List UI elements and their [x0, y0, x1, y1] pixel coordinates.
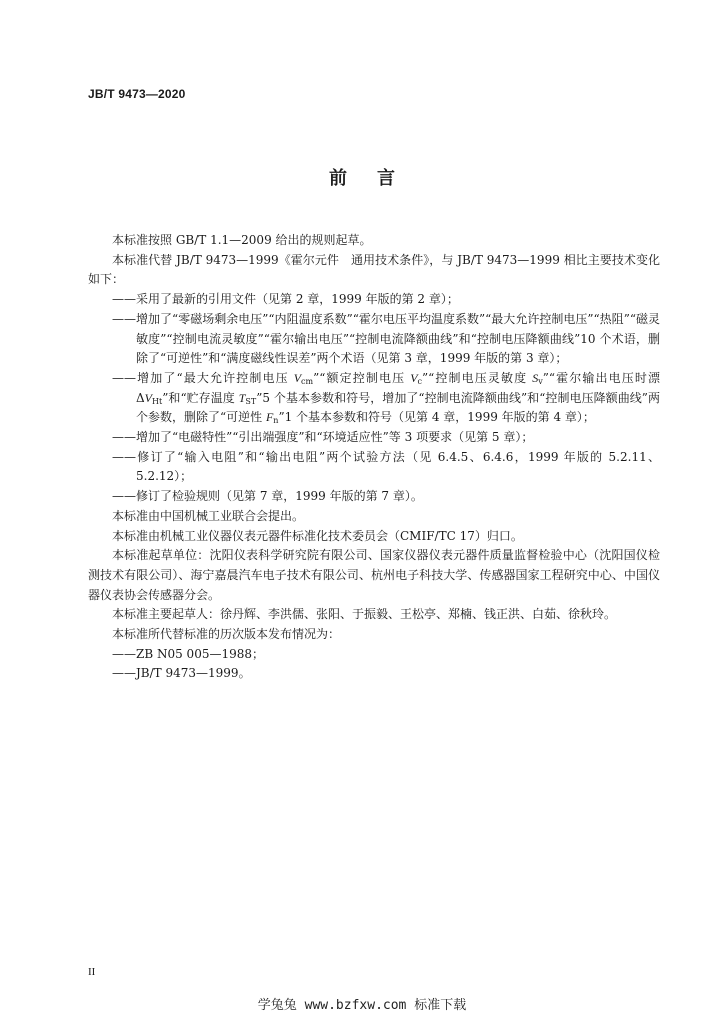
change-item-inspection-rules: ——修订了检验规则（见第 7 章，1999 年版的第 7 章）。 [112, 489, 423, 504]
page-title [0, 164, 724, 190]
standard-code: JB/T 9473—2020 [88, 87, 186, 101]
title-char-2: 言 [377, 168, 395, 189]
title-char-1: 前 [329, 168, 347, 189]
paragraph-drafting-rules: 本标准按照 GB/T 1.1—2009 给出的规则起草。 [112, 233, 372, 247]
change-item-requirements: ——增加了“电磁特性”“引出端强度”和“环境适应性”等 3 项要求（见第 5 章）； [112, 430, 534, 445]
paragraph-committee: 本标准由机械工业仪器仪表元器件标准化技术委员会（CMIF/TC 17）归口。 [112, 528, 523, 543]
paragraph-replacement: 本标准代替 JB/T 9473—1999《霍尔元件 通用技术条件》，与 JB/T 9473—1999 相比主要技术变化如下： [88, 252, 660, 287]
history-item-1999: ——JB/T 9473—1999。 [112, 666, 251, 681]
paragraph-history-intro: 本标准所代替标准的历次版本发布情况为： [112, 627, 341, 642]
change-item-references: ——采用了最新的引用文件（见第 2 章，1999 年版的第 2 章）； [112, 292, 459, 307]
history-item-1988: ——ZB N05 005—1988； [112, 646, 264, 661]
paragraph-drafters: 本标准主要起草人：徐丹辉、李洪儒、张阳、于振毅、王松亭、郑楠、钱正洪、白茹、徐秋玲。 [112, 607, 617, 622]
change-item-test-methods: ——修订了“输入电阻”和“输出电阻”两个试验方法（见 6.4.5、6.4.6，1999 年版的 5.2.11、5.2.12）； [112, 449, 660, 484]
paragraph-proposer: 本标准由中国机械工业联合会提出。 [112, 508, 305, 523]
footer-watermark-text: 学兔兔 www.bzfxw.com 标准下载 [257, 998, 467, 1013]
change-item-parameters: ——增加了“最大允许控制电压 $V_{cm}”“$额定控制电压 $V_c”“$控制电压灵敏度 $S_v”“$霍尔输出电压时漂 $\Delta V_{Ht}$”和“贮存温度 $T_{ST}”5$ 个基本参数和符号，增加了“控制电流降额曲线”和“控制电压降额曲线”两个参数，删除了“可逆性 $F_n”1$ 个基本参数和符号（见第 4 章，1999 年版的第 4 章）； [112, 370, 661, 426]
foreword-body [88, 231, 660, 684]
change-item-terms: ——增加了“零磁场剩余电压”“内阻温度系数”“霍尔电压平均温度系数”“最大允许控制电压”“热阻”“磁灵敏度”“控制电流灵敏度”“霍尔输出电压”“控制电流降额曲线”和“控制电压降额曲线”10 个术语，删除了“可逆性”和“满度磁线性误差”两个术语（见第 3 章，1999 年版的第 3 章）； [112, 311, 660, 366]
paragraph-drafting-units: 本标准起草单位：沈阳仪表科学研究院有限公司、国家仪器仪表元器件质量监督检验中心（沈阳国仪检测技术有限公司）、海宁嘉晨汽车电子技术有限公司、杭州电子科技大学、传感器国家工程研究中心、中国仪器仪表协会传感器分会。 [88, 548, 660, 602]
page-number: II [88, 966, 96, 978]
